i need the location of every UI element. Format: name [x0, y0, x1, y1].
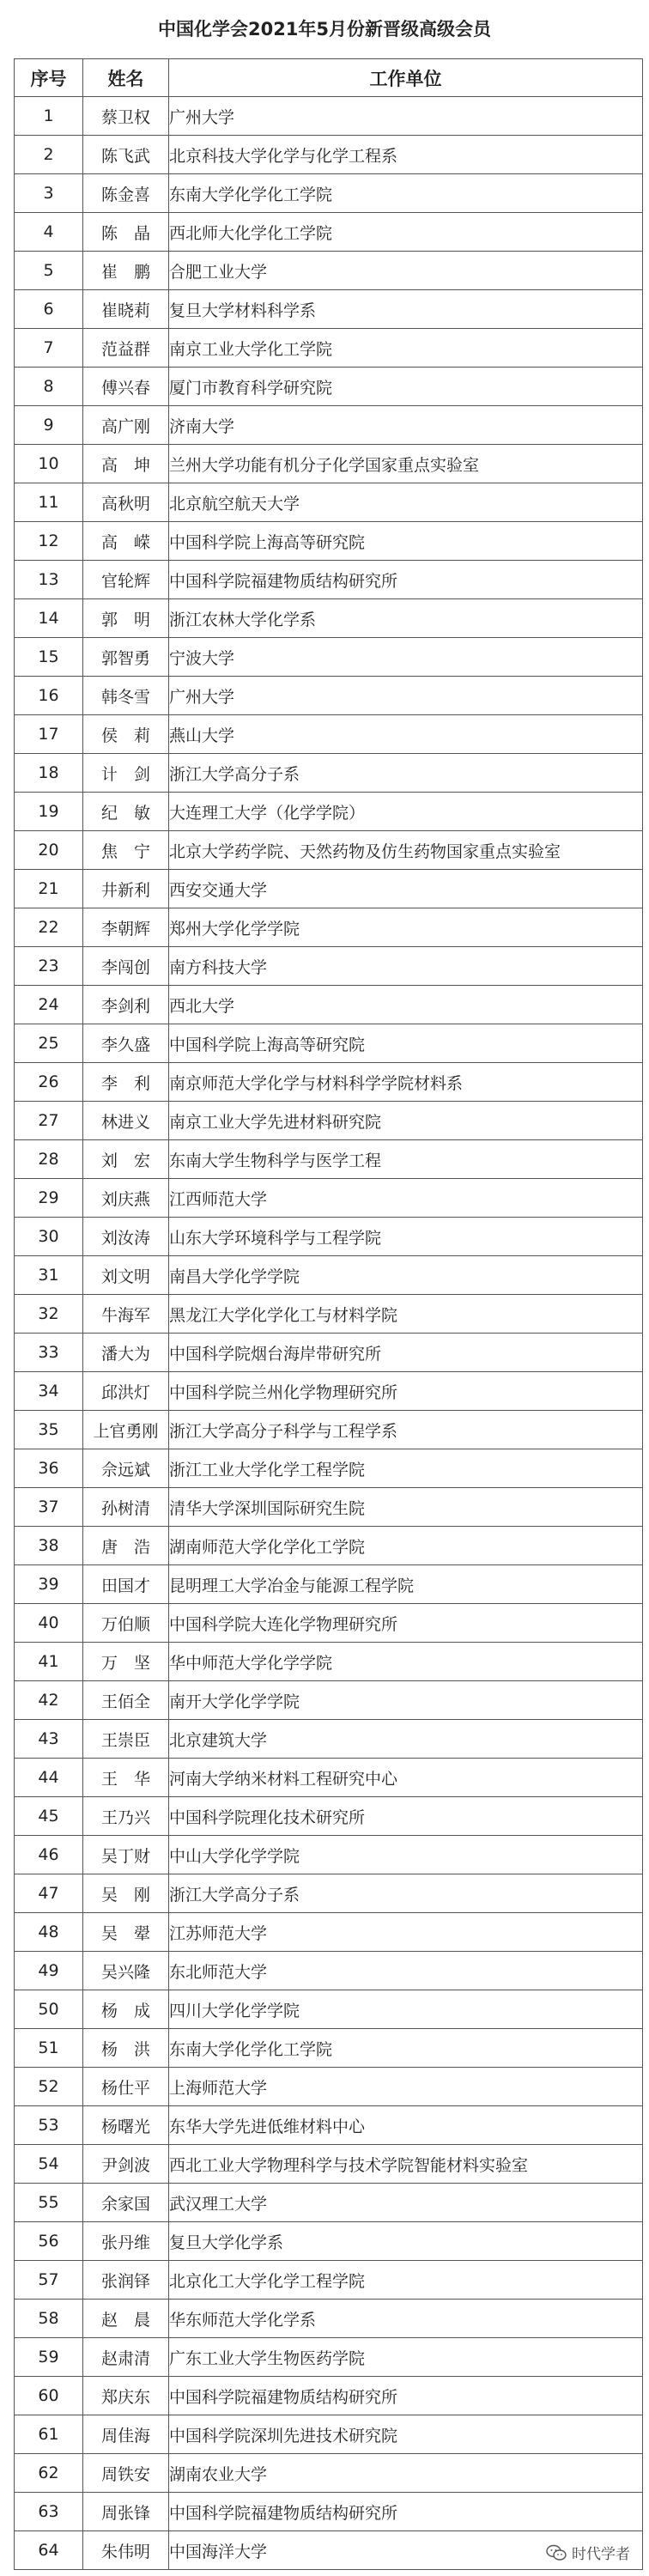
row-index: 12 — [15, 522, 83, 561]
table-row — [15, 1797, 643, 1836]
table-row — [15, 2493, 643, 2531]
row-index: 31 — [15, 1256, 83, 1295]
work-unit: 中国科学院兰州化学物理研究所 — [169, 1372, 643, 1411]
work-unit: 宁波大学 — [169, 638, 643, 677]
member-name: 刘文明 — [83, 1256, 169, 1295]
member-name: 周佳海 — [83, 2415, 169, 2454]
table-row — [15, 2377, 643, 2415]
member-name: 刘汝涛 — [83, 1218, 169, 1256]
work-unit: 东南大学生物科学与医学工程 — [169, 1140, 643, 1179]
table-row — [15, 1256, 643, 1295]
member-name: 崔 鹏 — [83, 252, 169, 290]
table-row — [15, 97, 643, 136]
table-row — [15, 2338, 643, 2377]
table-row — [15, 1527, 643, 1565]
work-unit: 江苏师范大学 — [169, 1913, 643, 1952]
row-index: 7 — [15, 329, 83, 368]
work-unit: 上海师范大学 — [169, 2068, 643, 2106]
table-row — [15, 2300, 643, 2338]
row-index: 20 — [15, 831, 83, 870]
work-unit: 昆明理工大学冶金与能源工程学院 — [169, 1565, 643, 1604]
member-name: 崔晓莉 — [83, 290, 169, 329]
work-unit: 东华大学先进低维材料中心 — [169, 2106, 643, 2145]
work-unit: 南昌大学化学学院 — [169, 1256, 643, 1295]
table-row — [15, 406, 643, 445]
row-index: 43 — [15, 1720, 83, 1759]
member-name: 唐 浩 — [83, 1527, 169, 1565]
work-unit: 北京大学药学院、天然药物及仿生药物国家重点实验室 — [169, 831, 643, 870]
header-index: 序号 — [15, 59, 83, 97]
table-row — [15, 599, 643, 638]
row-index: 28 — [15, 1140, 83, 1179]
member-name: 杨 洪 — [83, 2029, 169, 2068]
member-name: 尹剑波 — [83, 2145, 169, 2184]
row-index: 13 — [15, 561, 83, 599]
row-index: 62 — [15, 2454, 83, 2493]
work-unit: 中国科学院福建物质结构研究所 — [169, 2377, 643, 2415]
table-row — [15, 793, 643, 831]
work-unit: 兰州大学功能有机分子化学国家重点实验室 — [169, 445, 643, 483]
table-row — [15, 290, 643, 329]
member-name: 郑庆东 — [83, 2377, 169, 2415]
table-row — [15, 2261, 643, 2300]
work-unit: 四川大学化学学院 — [169, 1990, 643, 2029]
table-row — [15, 136, 643, 174]
table-row — [15, 870, 643, 908]
row-index: 9 — [15, 406, 83, 445]
work-unit: 广州大学 — [169, 97, 643, 136]
row-index: 4 — [15, 213, 83, 252]
row-index: 41 — [15, 1643, 83, 1681]
table-row — [15, 1488, 643, 1527]
work-unit: 中国科学院福建物质结构研究所 — [169, 561, 643, 599]
table-row — [15, 1604, 643, 1643]
work-unit: 燕山大学 — [169, 715, 643, 754]
row-index: 38 — [15, 1527, 83, 1565]
row-index: 47 — [15, 1874, 83, 1913]
table-row — [15, 1874, 643, 1913]
work-unit: 南京工业大学化工学院 — [169, 329, 643, 368]
work-unit: 济南大学 — [169, 406, 643, 445]
member-name: 陈飞武 — [83, 136, 169, 174]
work-unit: 大连理工大学（化学学院） — [169, 793, 643, 831]
member-name: 王佰全 — [83, 1681, 169, 1720]
member-name: 官轮辉 — [83, 561, 169, 599]
row-index: 52 — [15, 2068, 83, 2106]
table-row — [15, 1565, 643, 1604]
table-row — [15, 1024, 643, 1063]
member-name: 陈 晶 — [83, 213, 169, 252]
work-unit: 北京科技大学化学与化学工程系 — [169, 136, 643, 174]
page-title: 中国化学会2021年5月份新晋级高级会员 — [157, 19, 492, 39]
table-row — [15, 1759, 643, 1797]
member-name: 孙树清 — [83, 1488, 169, 1527]
row-index: 35 — [15, 1411, 83, 1449]
row-index: 2 — [15, 136, 83, 174]
member-name: 李闯创 — [83, 947, 169, 986]
table-row — [15, 1218, 643, 1256]
work-unit: 复旦大学化学系 — [169, 2222, 643, 2261]
table-row — [15, 368, 643, 406]
row-index: 34 — [15, 1372, 83, 1411]
work-unit: 西北工业大学物理科学与技术学院智能材料实验室 — [169, 2145, 643, 2184]
table-row — [15, 754, 643, 793]
member-name: 田国才 — [83, 1565, 169, 1604]
member-name: 高 坤 — [83, 445, 169, 483]
table-row — [15, 715, 643, 754]
table-row — [15, 1681, 643, 1720]
work-unit: 浙江大学高分子系 — [169, 754, 643, 793]
table-row — [15, 1372, 643, 1411]
member-name: 井新利 — [83, 870, 169, 908]
work-unit: 清华大学深圳国际研究生院 — [169, 1488, 643, 1527]
table-row — [15, 638, 643, 677]
work-unit: 东南大学化学化工学院 — [169, 174, 643, 213]
work-unit: 中山大学化学学院 — [169, 1836, 643, 1874]
row-index: 32 — [15, 1295, 83, 1334]
member-name: 周铁安 — [83, 2454, 169, 2493]
watermark — [543, 2540, 634, 2565]
member-name: 范益群 — [83, 329, 169, 368]
member-name: 周张锋 — [83, 2493, 169, 2531]
row-index: 53 — [15, 2106, 83, 2145]
row-index: 29 — [15, 1179, 83, 1218]
members-table — [14, 58, 643, 2570]
table-row — [15, 1295, 643, 1334]
row-index: 18 — [15, 754, 83, 793]
work-unit: 广东工业大学生物医药学院 — [169, 2338, 643, 2377]
row-index: 27 — [15, 1102, 83, 1140]
row-index: 61 — [15, 2415, 83, 2454]
work-unit: 东南大学化学化工学院 — [169, 2029, 643, 2068]
work-unit: 华东师范大学化学系 — [169, 2300, 643, 2338]
member-name: 吴 翚 — [83, 1913, 169, 1952]
table-row — [15, 908, 643, 947]
table-row — [15, 329, 643, 368]
row-index: 22 — [15, 908, 83, 947]
table-row — [15, 2029, 643, 2068]
work-unit: 华中师范大学化学学院 — [169, 1643, 643, 1681]
member-name: 王 华 — [83, 1759, 169, 1797]
work-unit: 中国科学院深圳先进技术研究院 — [169, 2415, 643, 2454]
table-row — [15, 252, 643, 290]
work-unit: 南京师范大学化学与材料科学学院材料系 — [169, 1063, 643, 1102]
row-index: 10 — [15, 445, 83, 483]
row-index: 3 — [15, 174, 83, 213]
table-row — [15, 986, 643, 1024]
row-index: 25 — [15, 1024, 83, 1063]
member-name: 牛海军 — [83, 1295, 169, 1334]
row-index: 17 — [15, 715, 83, 754]
table-row — [15, 1063, 643, 1102]
member-name: 林进义 — [83, 1102, 169, 1140]
member-name: 李剑利 — [83, 986, 169, 1024]
row-index: 63 — [15, 2493, 83, 2531]
work-unit: 浙江大学高分子系 — [169, 1874, 643, 1913]
header-org: 工作单位 — [169, 59, 643, 97]
member-name: 吴 刚 — [83, 1874, 169, 1913]
table-row — [15, 561, 643, 599]
work-unit: 中国科学院大连化学物理研究所 — [169, 1604, 643, 1643]
work-unit: 中国科学院理化技术研究所 — [169, 1797, 643, 1836]
row-index: 16 — [15, 677, 83, 715]
work-unit: 东北师范大学 — [169, 1952, 643, 1990]
member-name: 赵肃清 — [83, 2338, 169, 2377]
member-name: 高 嵘 — [83, 522, 169, 561]
row-index: 5 — [15, 252, 83, 290]
member-name: 韩冬雪 — [83, 677, 169, 715]
member-name: 侯 莉 — [83, 715, 169, 754]
member-name: 上官勇刚 — [83, 1411, 169, 1449]
work-unit: 山东大学环境科学与工程学院 — [169, 1218, 643, 1256]
member-name: 张润铎 — [83, 2261, 169, 2300]
work-unit: 中国海洋大学 — [169, 2531, 643, 2570]
work-unit: 浙江工业大学化学工程学院 — [169, 1449, 643, 1488]
work-unit: 北京化工大学化学工程学院 — [169, 2261, 643, 2300]
work-unit: 黑龙江大学化学化工与材料学院 — [169, 1295, 643, 1334]
row-index: 51 — [15, 2029, 83, 2068]
work-unit: 北京航空航天大学 — [169, 483, 643, 522]
table-row — [15, 2068, 643, 2106]
member-name: 余家国 — [83, 2184, 169, 2222]
row-index: 56 — [15, 2222, 83, 2261]
table-row — [15, 2415, 643, 2454]
work-unit: 复旦大学材料科学系 — [169, 290, 643, 329]
table-row — [15, 1720, 643, 1759]
work-unit: 北京建筑大学 — [169, 1720, 643, 1759]
member-name: 王崇臣 — [83, 1720, 169, 1759]
row-index: 44 — [15, 1759, 83, 1797]
row-index: 33 — [15, 1334, 83, 1372]
work-unit: 中国科学院上海高等研究院 — [169, 1024, 643, 1063]
table-row — [15, 483, 643, 522]
member-name: 高秋明 — [83, 483, 169, 522]
table-row — [15, 2454, 643, 2493]
row-index: 1 — [15, 97, 83, 136]
work-unit: 湖南农业大学 — [169, 2454, 643, 2493]
table-row — [15, 831, 643, 870]
member-name: 高广刚 — [83, 406, 169, 445]
member-name: 焦 宁 — [83, 831, 169, 870]
row-index: 58 — [15, 2300, 83, 2338]
member-name: 吴兴隆 — [83, 1952, 169, 1990]
member-name: 计 剑 — [83, 754, 169, 793]
member-name: 陈金喜 — [83, 174, 169, 213]
table-row — [15, 1913, 643, 1952]
row-index: 49 — [15, 1952, 83, 1990]
member-name: 赵 晨 — [83, 2300, 169, 2338]
table-row — [15, 947, 643, 986]
work-unit: 西北大学 — [169, 986, 643, 1024]
member-name: 纪 敏 — [83, 793, 169, 831]
work-unit: 浙江农林大学化学系 — [169, 599, 643, 638]
row-index: 59 — [15, 2338, 83, 2377]
row-index: 57 — [15, 2261, 83, 2300]
member-name: 张丹维 — [83, 2222, 169, 2261]
row-index: 23 — [15, 947, 83, 986]
member-name: 傅兴春 — [83, 368, 169, 406]
table-row — [15, 522, 643, 561]
work-unit: 厦门市教育科学研究院 — [169, 368, 643, 406]
member-name: 李久盛 — [83, 1024, 169, 1063]
table-row — [15, 1102, 643, 1140]
member-name: 朱伟明 — [83, 2531, 169, 2570]
row-index: 50 — [15, 1990, 83, 2029]
row-index: 40 — [15, 1604, 83, 1643]
work-unit: 武汉理工大学 — [169, 2184, 643, 2222]
table-row — [15, 1411, 643, 1449]
member-name: 万伯顺 — [83, 1604, 169, 1643]
table-row — [15, 1449, 643, 1488]
table-header-row — [15, 59, 643, 97]
member-name: 吴丁财 — [83, 1836, 169, 1874]
table-row — [15, 2184, 643, 2222]
member-name: 蔡卫权 — [83, 97, 169, 136]
member-name: 李朝辉 — [83, 908, 169, 947]
row-index: 39 — [15, 1565, 83, 1604]
work-unit: 广州大学 — [169, 677, 643, 715]
row-index: 30 — [15, 1218, 83, 1256]
member-name: 刘 宏 — [83, 1140, 169, 1179]
member-name: 李 利 — [83, 1063, 169, 1102]
work-unit: 江西师范大学 — [169, 1179, 643, 1218]
table-row — [15, 2106, 643, 2145]
work-unit: 南方科技大学 — [169, 947, 643, 986]
header-name: 姓名 — [83, 59, 169, 97]
row-index: 46 — [15, 1836, 83, 1874]
table-row — [15, 1836, 643, 1874]
row-index: 14 — [15, 599, 83, 638]
table-row — [15, 677, 643, 715]
table-row — [15, 2145, 643, 2184]
work-unit: 合肥工业大学 — [169, 252, 643, 290]
work-unit: 浙江大学高分子科学与工程学系 — [169, 1411, 643, 1449]
table-row — [15, 1334, 643, 1372]
row-index: 21 — [15, 870, 83, 908]
table-row — [15, 1140, 643, 1179]
work-unit: 中国科学院福建物质结构研究所 — [169, 2493, 643, 2531]
table-row — [15, 1952, 643, 1990]
table-row — [15, 1179, 643, 1218]
work-unit: 郑州大学化学学院 — [169, 908, 643, 947]
table-row — [15, 445, 643, 483]
work-unit: 中国科学院烟台海岸带研究所 — [169, 1334, 643, 1372]
row-index: 64 — [15, 2531, 83, 2570]
row-index: 19 — [15, 793, 83, 831]
member-name: 杨仕平 — [83, 2068, 169, 2106]
table-row — [15, 2222, 643, 2261]
member-name: 杨 成 — [83, 1990, 169, 2029]
row-index: 42 — [15, 1681, 83, 1720]
row-index: 11 — [15, 483, 83, 522]
row-index: 26 — [15, 1063, 83, 1102]
row-index: 60 — [15, 2377, 83, 2415]
row-index: 24 — [15, 986, 83, 1024]
work-unit: 湖南师范大学化学化工学院 — [169, 1527, 643, 1565]
member-name: 佘远斌 — [83, 1449, 169, 1488]
row-index: 48 — [15, 1913, 83, 1952]
member-name: 万 坚 — [83, 1643, 169, 1681]
table-row — [15, 213, 643, 252]
work-unit: 西安交通大学 — [169, 870, 643, 908]
work-unit: 西北师大化学化工学院 — [169, 213, 643, 252]
work-unit: 河南大学纳米材料工程研究中心 — [169, 1759, 643, 1797]
row-index: 8 — [15, 368, 83, 406]
watermark-text: 时代学者 — [572, 2546, 630, 2563]
wechat-icon — [546, 2544, 567, 2561]
member-name: 王乃兴 — [83, 1797, 169, 1836]
table-row — [15, 174, 643, 213]
table-row — [15, 1990, 643, 2029]
work-unit: 南京工业大学先进材料研究院 — [169, 1102, 643, 1140]
row-index: 55 — [15, 2184, 83, 2222]
row-index: 37 — [15, 1488, 83, 1527]
member-name: 郭 明 — [83, 599, 169, 638]
member-name: 郭智勇 — [83, 638, 169, 677]
row-index: 45 — [15, 1797, 83, 1836]
member-name: 杨曙光 — [83, 2106, 169, 2145]
row-index: 54 — [15, 2145, 83, 2184]
table-row — [15, 1643, 643, 1681]
row-index: 36 — [15, 1449, 83, 1488]
work-unit: 中国科学院上海高等研究院 — [169, 522, 643, 561]
work-unit: 南开大学化学学院 — [169, 1681, 643, 1720]
member-name: 潘大为 — [83, 1334, 169, 1372]
row-index: 6 — [15, 290, 83, 329]
member-name: 刘庆燕 — [83, 1179, 169, 1218]
row-index: 15 — [15, 638, 83, 677]
member-name: 邱洪灯 — [83, 1372, 169, 1411]
